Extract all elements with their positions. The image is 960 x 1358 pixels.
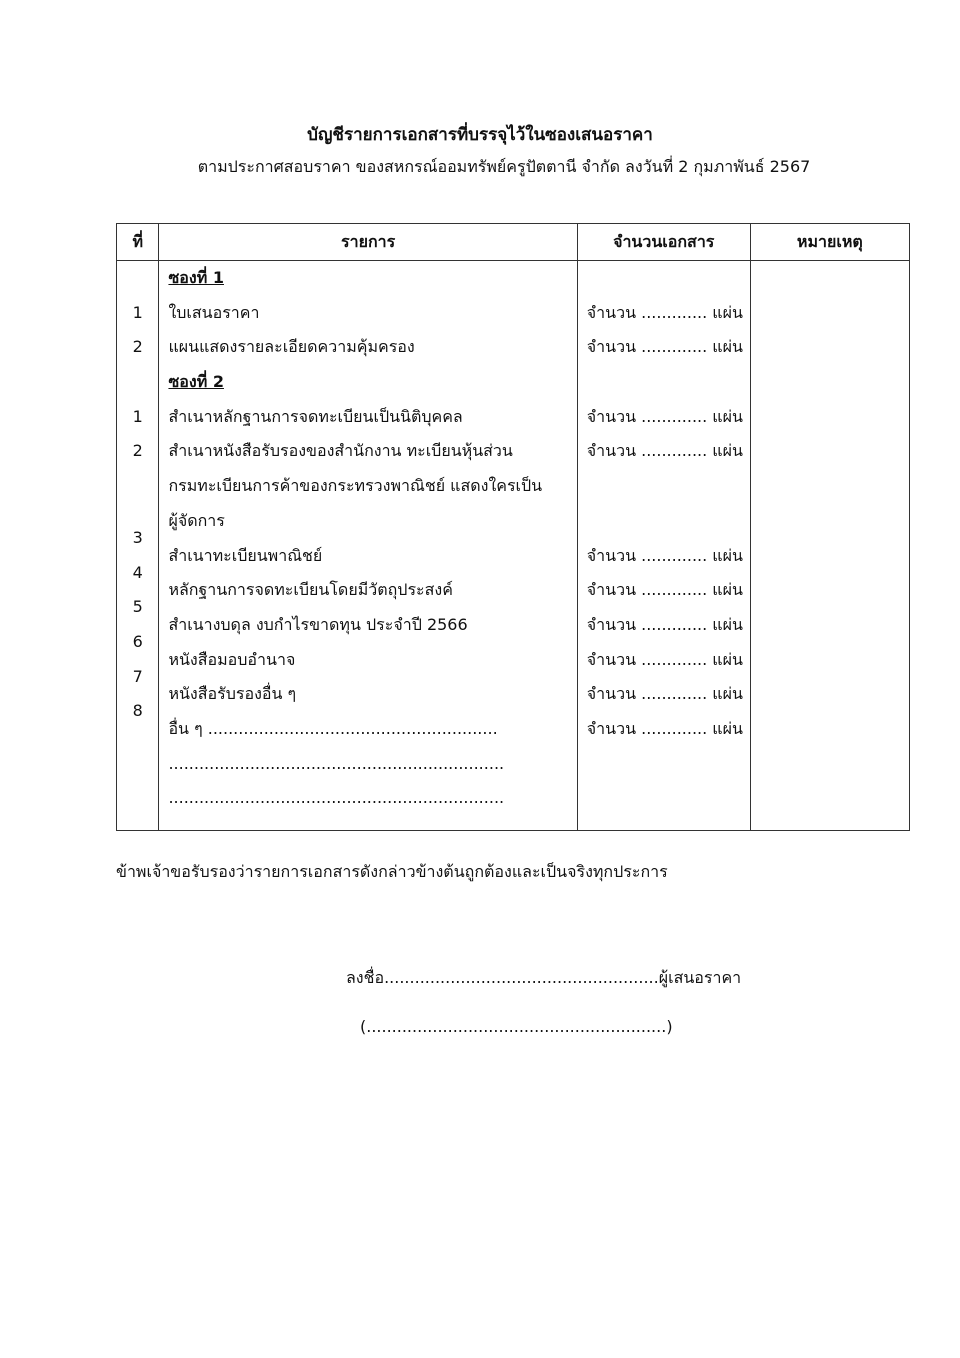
item-quantity: จำนวน ............. แผ่น: [586, 406, 743, 426]
row-number: 3: [132, 527, 143, 547]
item-name: สำเนาหนังสือรับรองของสำนักงาน ทะเบียนหุ้นส่วน: [168, 441, 513, 461]
header-note: หมายเหตุ: [750, 224, 909, 261]
certification-statement: ข้าพเจ้าขอรับรองว่ารายการเอกสารดังกล่าวข้างต้นถูกต้องและเป็นจริงทุกประการ: [116, 862, 668, 881]
item-quantity: จำนวน ............. แผ่น: [586, 580, 743, 600]
row-number: 6: [132, 631, 143, 651]
header-no: ที่: [117, 224, 159, 261]
item-name: สำเนาหลักฐานการจดทะเบียนเป็นนิติบุคคล: [168, 406, 463, 426]
item-quantity: จำนวน ............. แผ่น: [586, 718, 743, 738]
item-column: [159, 261, 577, 831]
item-name: สำเนางบดุล งบกำไรขาดทุน ประจำปี 2566: [168, 614, 468, 634]
item-name: หนังสือรับรองอื่น ๆ: [168, 684, 297, 704]
row-number: 5: [132, 597, 143, 617]
header-item: รายการ: [159, 224, 577, 261]
row-number: 2: [132, 441, 143, 461]
document-title: บัญชีรายการเอกสารที่บรรจุไว้ในซองเสนอราคา: [307, 125, 653, 145]
blank-line: ..................................................................: [168, 788, 505, 808]
item-name: สำเนาทะเบียนพาณิชย์: [168, 545, 323, 565]
item-quantity: จำนวน ............. แผ่น: [586, 614, 743, 634]
item-name-continued: ผู้จัดการ: [168, 510, 225, 530]
signature-line: ลงชื่อ......................................................ผู้เสนอราคา: [346, 968, 742, 987]
item-quantity: จำนวน ............. แผ่น: [586, 337, 743, 357]
row-number: 1: [132, 406, 143, 426]
item-quantity: จำนวน ............. แผ่น: [586, 649, 743, 669]
item-name: หลักฐานการจดทะเบียนโดยมีวัตถุประสงค์: [168, 580, 453, 600]
header-qty: จำนวนเอกสาร: [577, 224, 750, 261]
item-quantity: จำนวน ............. แผ่น: [586, 545, 743, 565]
row-number: 2: [132, 337, 143, 357]
table-header-row: [117, 224, 910, 261]
item-name: หนังสือมอบอำนาจ: [168, 649, 296, 669]
document-list-table: [116, 223, 910, 831]
row-number: 8: [132, 701, 143, 721]
item-name-continued: กรมทะเบียนการค้าของกระทรวงพาณิชย์ แสดงใครเป็น: [168, 476, 543, 496]
item-quantity: จำนวน ............. แผ่น: [586, 684, 743, 704]
table-body-row: [117, 261, 910, 831]
number-column: [117, 261, 159, 831]
signer-name-line: (...........................................................): [360, 1017, 673, 1036]
row-number: 1: [132, 302, 143, 322]
row-number: 4: [132, 562, 143, 582]
item-name: ใบเสนอราคา: [168, 302, 260, 322]
document-subtitle: ตามประกาศสอบราคา ของสหกรณ์ออมทรัพย์ครูปัตตานี จำกัด ลงวันที่ 2 กุมภาพันธ์ 2567: [197, 157, 811, 176]
quantity-column: [577, 261, 750, 831]
blank-line: ..................................................................: [168, 753, 505, 773]
envelope-2-label: ซองที่ 2: [168, 372, 224, 392]
envelope-1-label: ซองที่ 1: [168, 268, 224, 287]
item-name: แผนแสดงรายละเอียดความคุ้มครอง: [168, 337, 415, 357]
item-quantity: จำนวน ............. แผ่น: [586, 302, 743, 322]
item-name: อื่น ๆ .........................................................: [168, 718, 498, 738]
row-number: 7: [132, 666, 143, 686]
remarks-column: [750, 261, 909, 831]
item-quantity: จำนวน ............. แผ่น: [586, 441, 743, 461]
